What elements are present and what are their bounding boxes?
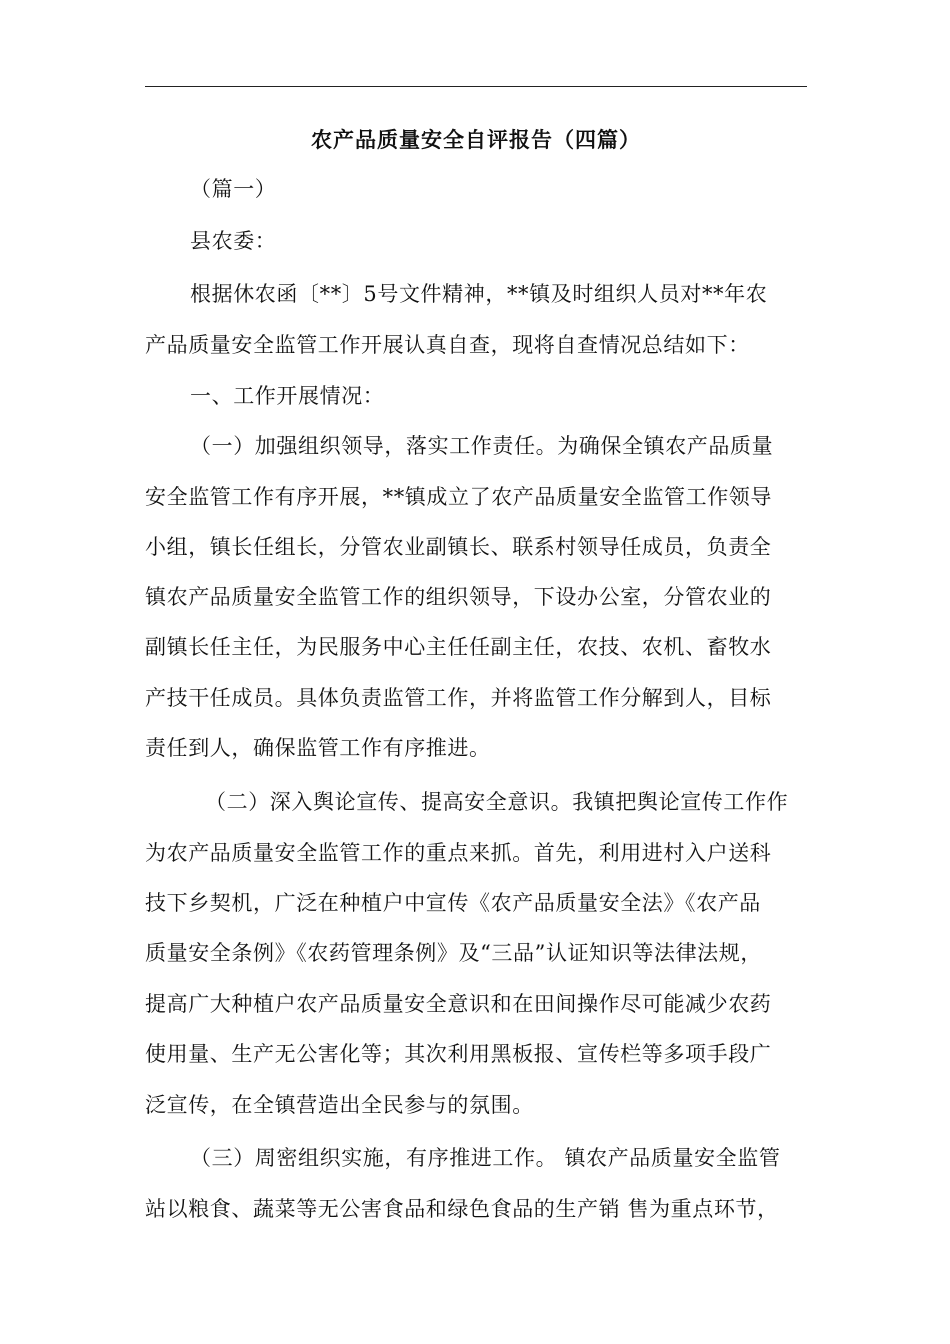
text-line: 小组，镇长任组长，分管农业副镇长、联系村领导任成员，负责全 (145, 535, 772, 559)
document-title: 农产品质量安全自评报告（四篇） (311, 127, 641, 152)
text-line: 副镇长任主任，为民服务中心主任任副主任，农技、农机、畜牧水 (145, 635, 772, 659)
text-line: 一、工作开展情况： (190, 384, 385, 408)
text-line: 镇农产品质量安全监管工作的组织领导，下设办公室，分管农业的 (145, 585, 772, 609)
text-line: （一）加强组织领导，落实工作责任。为确保全镇农产品质量 (190, 434, 774, 458)
text-line: （三）周密组织实施，有序推进工作。 镇农产品质量安全监管 (190, 1146, 781, 1170)
text-line: 责任到人，确保监管工作有序推进。 (145, 736, 491, 760)
text-line: 县农委： (190, 229, 277, 253)
text-line: 安全监管工作有序开展，**镇成立了农产品质量安全监管工作领导 (145, 485, 772, 509)
text-line: 为农产品质量安全监管工作的重点来抓。首先，利用进村入户送科 (145, 841, 772, 865)
text-line: （二）深入舆论宣传、提高安全意识。我镇把舆论宣传工作作 (205, 790, 789, 814)
text-line: 技下乡契机，广泛在种植户中宣传《农产品质量安全法》《农产品 (145, 891, 761, 915)
text-line: （篇一） (190, 177, 277, 201)
text-line: 产品质量安全监管工作开展认真自查，现将自查情况总结如下： (145, 333, 750, 357)
text-line: 质量安全条例》《农药管理条例》及“三品”认证知识等法律法规， (145, 941, 762, 965)
text-line: 站以粮食、蔬菜等无公害食品和绿色食品的生产销 售为重点环节， (145, 1197, 779, 1221)
text-line: 根据休农函〔**〕5号文件精神，**镇及时组织人员对**年农 (190, 282, 768, 306)
text-line: 产技干任成员。具体负责监管工作，并将监管工作分解到人，目标 (145, 686, 772, 710)
text-line: 使用量、生产无公害化等；其次利用黑板报、宣传栏等多项手段广 (145, 1042, 772, 1066)
text-line: 泛宣传，在全镇营造出全民参与的氛围。 (145, 1093, 534, 1117)
text-line: 提高广大种植户农产品质量安全意识和在田间操作尽可能减少农药 (145, 992, 772, 1016)
header-rule (145, 86, 807, 87)
